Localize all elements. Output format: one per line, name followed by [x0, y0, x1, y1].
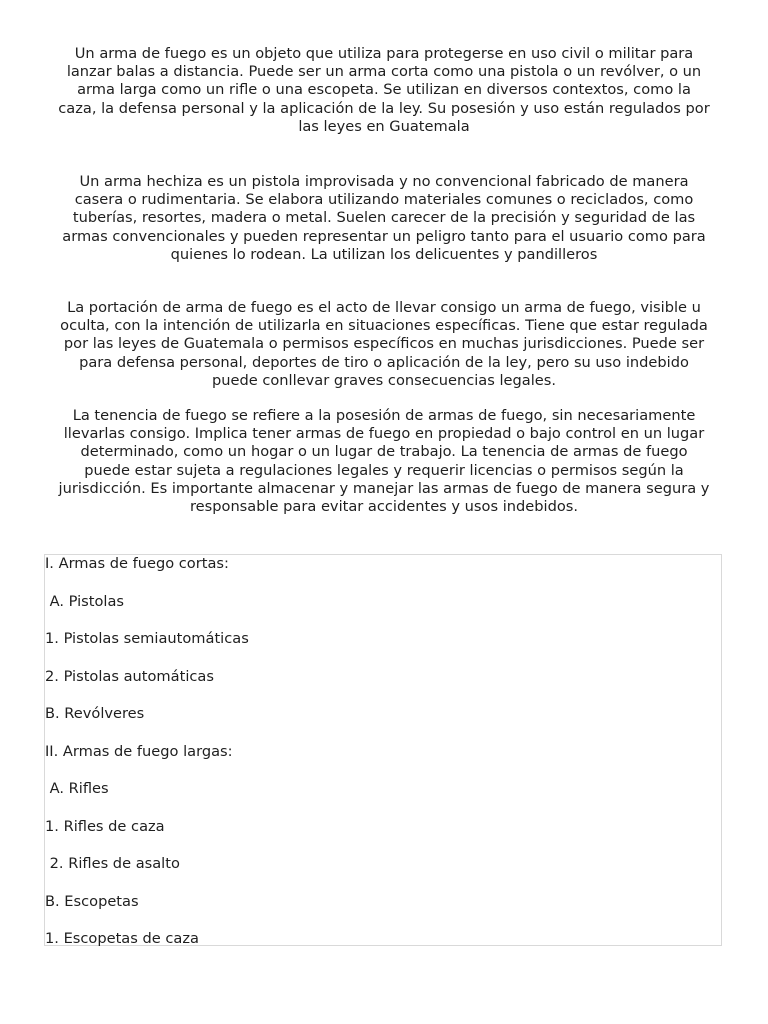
paragraph-tenencia: La tenencia de fuego se refiere a la posesión de armas de fuego, sin necesariamente llevarlas consigo. Implica tener armas de fuego en propiedad o bajo control en un lugar determinado, como un hogar o un lugar de trabajo. La tenencia de armas de fuego puede estar sujeta a regulaciones legales y requerir licencias o permisos según la jurisdicción. Es importante almacenar y manejar las armas de fuego de manera segura y responsable para evitar accidentes y usos indebidos.	[58, 407, 710, 516]
outline-item: 1. Rifles de caza	[45, 817, 165, 835]
classification-outline	[44, 554, 722, 946]
paragraph-arma-hechiza: Un arma hechiza es un pistola improvisada y no convencional fabricado de manera casera o rudimentaria. Se elabora utilizando materiales comunes o reciclados, como tuberías, resortes, madera o metal. Suelen carecer de la precisión y seguridad de las armas convencionales y pueden representar un peligro tanto para el usuario como para quienes lo rodean. La utilizan los delicuentes y pandilleros	[62, 173, 706, 263]
outline-item: II. Armas de fuego largas:	[45, 742, 233, 760]
paragraph-portacion: La portación de arma de fuego es el acto de llevar consigo un arma de fuego, visible u oculta, con la intención de utilizarla en situaciones específicas. Tiene que estar regulada por las leyes de Guatemala o permisos específicos en muchas jurisdicciones. Puede ser para defensa personal, deportes de tiro o aplicación de la ley, pero su uso indebido puede conllevar graves consecuencias legales.	[60, 299, 708, 389]
outline-item: I. Armas de fuego cortas:	[45, 555, 229, 572]
paragraph-arma-de-fuego: Un arma de fuego es un objeto que utiliza para protegerse en uso civil o militar para lanzar balas a distancia. Puede ser un arma corta como una pistola o un revólver, o un arma larga como un rifle o una escopeta. Se utilizan en diversos contextos, como la caza, la defensa personal y la aplicación de la ley. Su posesión y uso están regulados por las leyes en Guatemala	[58, 45, 710, 135]
outline-item: 1. Escopetas de caza	[45, 930, 199, 947]
outline-item: B. Revólveres	[45, 705, 145, 722]
outline-item: A. Pistolas	[45, 592, 125, 610]
outline-item: 1. Pistolas semiautomáticas	[45, 630, 249, 647]
outline-item: 2. Pistolas automáticas	[45, 667, 214, 685]
outline-item: 2. Rifles de asalto	[45, 855, 180, 872]
outline-item: B. Escopetas	[45, 892, 139, 910]
outline-item: A. Rifles	[45, 780, 109, 797]
